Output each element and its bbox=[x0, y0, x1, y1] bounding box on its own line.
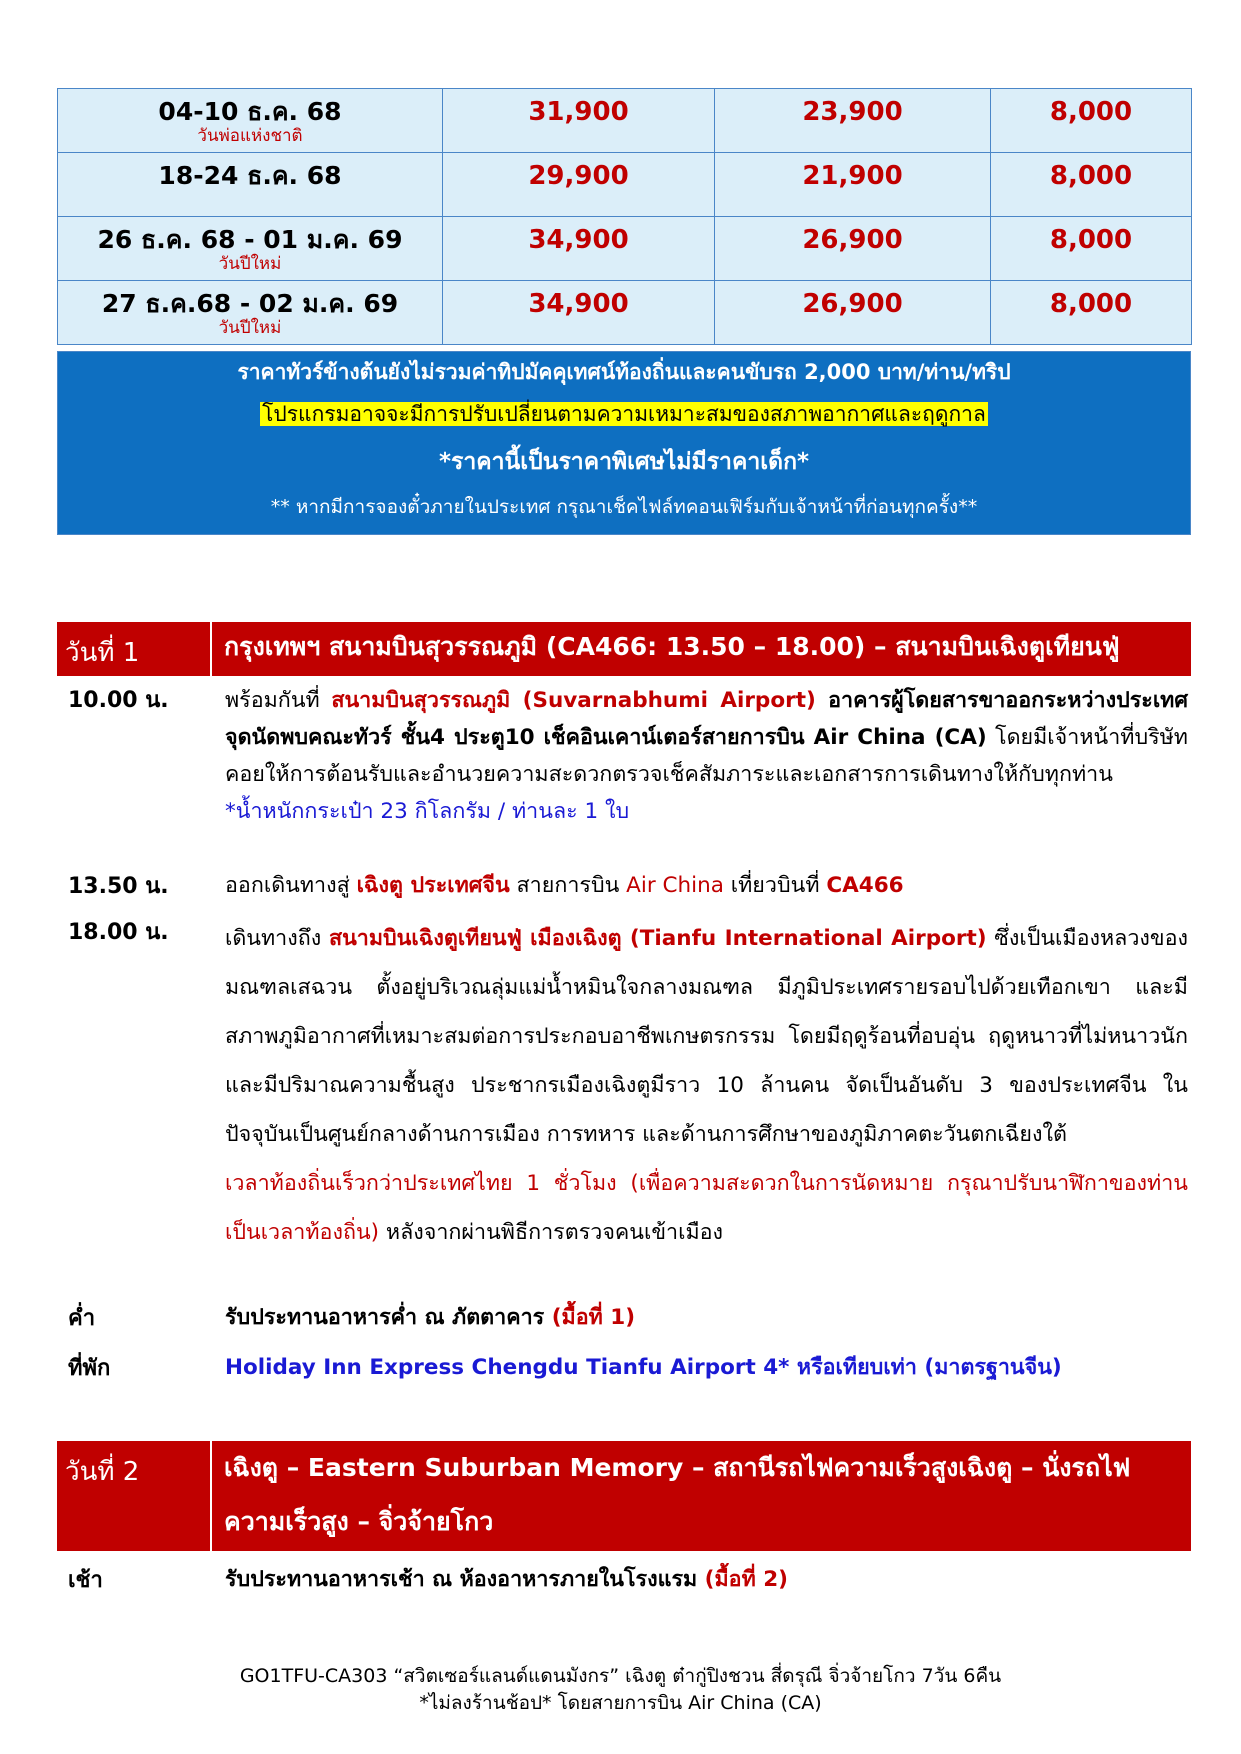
single-supplement-cell bbox=[991, 217, 1192, 281]
itinerary-row bbox=[68, 682, 1188, 830]
time-label: ค่ำ bbox=[68, 1306, 96, 1331]
activity-text: สายการบิน bbox=[509, 873, 627, 898]
adult-price-cell bbox=[443, 153, 715, 217]
time-label: 18.00 น. bbox=[68, 920, 169, 945]
price-table bbox=[57, 88, 1192, 345]
time-label: ที่พัก bbox=[68, 1356, 111, 1381]
itinerary-row bbox=[68, 1300, 1188, 1335]
page-footer bbox=[0, 1663, 1241, 1717]
activity-description bbox=[225, 682, 1188, 830]
hotel-note: หรือเทียบเท่า (มาตรฐานจีน) bbox=[789, 1355, 1062, 1380]
program-change-note bbox=[58, 398, 1190, 431]
flight-number: CA466 bbox=[826, 873, 904, 898]
destination: เฉิงตู ประเทศจีน bbox=[356, 873, 510, 898]
single-supplement: 8,000 bbox=[1049, 289, 1133, 319]
child-price: 26,900 bbox=[802, 225, 903, 255]
activity-text: เที่ยวบินที่ bbox=[723, 873, 827, 898]
child-price-cell bbox=[715, 89, 991, 153]
day1-header bbox=[57, 622, 1191, 676]
meal-number: (มื้อที่ 1) bbox=[551, 1305, 636, 1330]
single-supplement-cell bbox=[991, 281, 1192, 345]
adult-price: 29,900 bbox=[528, 161, 629, 191]
day2-title: เฉิงตู – Eastern Suburban Memory – สถานีรถไฟความเร็วสูงเฉิงตู – นั่งรถไฟความเร็วสูง – จิ่วจ้ายโกว bbox=[224, 1453, 1131, 1536]
single-supplement-cell bbox=[991, 153, 1192, 217]
adult-price: 31,900 bbox=[528, 97, 629, 127]
single-supplement: 8,000 bbox=[1049, 97, 1133, 127]
airport-name: สนามบินสุวรรณภูมิ (Suvarnabhumi Airport) bbox=[331, 688, 816, 713]
activity-text: พร้อมกันที่ bbox=[225, 688, 332, 713]
adult-price: 34,900 bbox=[528, 289, 629, 319]
airline-note: *ไม่ลงร้านช้อป* โดยสายการบิน Air China (CA) bbox=[419, 1692, 822, 1714]
day1-title: กรุงเทพฯ สนามบินสุวรรณภูมิ (CA466: 13.50 – 18.00) – สนามบินเฉิงตูเทียนฟู่ bbox=[224, 632, 1120, 661]
activity-text: เดินทางถึง bbox=[225, 926, 329, 951]
airline-name: Air China bbox=[626, 873, 724, 898]
tip-note: ราคาทัวร์ข้างต้นยังไม่รวมค่าทิปมัคคุเทศน์ท้องถิ่นและคนขับรถ 2,000 บาท/ท่าน/ทริป bbox=[237, 360, 1011, 384]
activity-text: ซึ่งเป็นเมืองหลวงของมณฑลเสฉวน ตั้งอยู่บริเวณลุ่มแม่น้ำหมินใจกลางมณฑล มีภูมิประเทศรายรอบไปด้วยเทือกเขา และมีสภาพภูมิอากาศที่เหมาะสมต่อการประกอบอาชีพเกษตรกรรม โดยมีฤดูร้อนที่อบอุ่น ฤดูหนาวที่ไม่หนาวนัก และมีปริมาณความชื้นสูง ประชากรเมืองเฉิงตูมีราว 10 ล้านคน จัดเป็นอันดับ 3 ของประเทศจีน ในปัจจุบันเป็นศูนย์กลางด้านการเมือง การทหาร และด้านการศึกษาของภูมิภาคตะวันตกเฉียงใต้ bbox=[225, 926, 1189, 1147]
table-row bbox=[58, 217, 1192, 281]
single-supplement: 8,000 bbox=[1049, 225, 1133, 255]
itinerary-row bbox=[68, 1350, 1188, 1385]
meal-text: รับประทานอาหารเช้า ณ ห้องอาหารภายในโรงแรม bbox=[225, 1567, 705, 1592]
day1-label: วันที่ 1 bbox=[57, 622, 212, 676]
time-label: 13.50 น. bbox=[68, 874, 169, 899]
itinerary-row bbox=[68, 914, 1188, 1257]
day2-label: วันที่ 2 bbox=[57, 1441, 212, 1551]
date-text: 04-10 ธ.ค. 68 bbox=[158, 97, 342, 126]
itinerary-row bbox=[68, 1562, 1188, 1597]
date-cell bbox=[58, 217, 443, 281]
highlighted-note: โปรแกรมอาจจะมีการปรับเปลี่ยนตามความเหมาะสมของสภาพอากาศและฤดูกาล bbox=[262, 402, 986, 426]
adult-price-cell bbox=[443, 217, 715, 281]
activity-text: โดยมีเจ้าหน้าที่บริษัทคอยให้การต้อนรับและอำนวยความสะดวกตรวจเช็คสัมภาระและเอกสารการเดินทางให้กับทุกท่าน bbox=[225, 725, 1188, 787]
holiday-note: วันพ่อแห่งชาติ bbox=[197, 126, 303, 146]
single-supplement-cell bbox=[991, 89, 1192, 153]
time-label: 10.00 น. bbox=[68, 688, 169, 713]
activity-description bbox=[225, 1562, 1188, 1597]
single-supplement: 8,000 bbox=[1049, 161, 1133, 191]
price-notes-box bbox=[57, 351, 1191, 535]
local-time-note: เวลาท้องถิ่นเร็วกว่าประเทศไทย 1 ชั่วโมง (เพื่อความสะดวกในการนัดหมาย กรุณาปรับนาฬิกาของท่านเป็นเวลาท้องถิ่น) bbox=[225, 1171, 1188, 1245]
time-label: เช้า bbox=[68, 1568, 103, 1593]
child-price: 26,900 bbox=[802, 289, 903, 319]
date-text: 26 ธ.ค. 68 - 01 ม.ค. 69 bbox=[97, 225, 403, 254]
activity-description bbox=[225, 1300, 1188, 1335]
airport-name: สนามบินเฉิงตูเทียนฟู่ เมืองเฉิงตู (Tianfu International Airport) bbox=[328, 926, 987, 951]
special-price-note: *ราคานี้เป็นราคาพิเศษไม่มีราคาเด็ก* bbox=[438, 449, 810, 475]
child-price: 21,900 bbox=[802, 161, 903, 191]
activity-text: ออกเดินทางสู่ bbox=[225, 873, 357, 898]
domestic-ticket-note: ** หากมีการจองตั๋วภายในประเทศ กรุณาเช็คไฟล์ทคอนเฟิร์มกับเจ้าหน้าที่ก่อนทุกครั้ง** bbox=[270, 496, 978, 518]
baggage-note: *น้ำหนักกระเป๋า 23 กิโลกรัม / ท่านละ 1 ใบ bbox=[225, 799, 630, 824]
day2-header bbox=[57, 1441, 1191, 1551]
activity-description bbox=[225, 868, 1188, 903]
adult-price-cell bbox=[443, 89, 715, 153]
meal-number: (มื้อที่ 2) bbox=[704, 1567, 789, 1592]
table-row bbox=[58, 153, 1192, 217]
child-price-cell bbox=[715, 217, 991, 281]
adult-price-cell bbox=[443, 281, 715, 345]
table-row bbox=[58, 89, 1192, 153]
child-price-cell bbox=[715, 153, 991, 217]
date-cell bbox=[58, 153, 443, 217]
table-row bbox=[58, 281, 1192, 345]
itinerary-row bbox=[68, 868, 1188, 903]
date-cell bbox=[58, 281, 443, 345]
adult-price: 34,900 bbox=[528, 225, 629, 255]
date-text: 18-24 ธ.ค. 68 bbox=[158, 161, 342, 190]
activity-description bbox=[225, 1350, 1188, 1385]
meeting-point: อาคารผู้โดยสารขาออกระหว่างประเทศ จุดนัดพบคณะทัวร์ ชั้น4 ประตู10 เช็คอินเคาน์เตอร์สายการบิน Air China (CA) bbox=[225, 688, 1189, 750]
date-cell bbox=[58, 89, 443, 153]
holiday-note: วันปีใหม่ bbox=[218, 254, 282, 274]
date-text: 27 ธ.ค.68 - 02 ม.ค. 69 bbox=[101, 289, 399, 318]
holiday-note: วันปีใหม่ bbox=[218, 318, 282, 338]
meal-text: รับประทานอาหารค่ำ ณ ภัตตาคาร bbox=[225, 1305, 552, 1330]
child-price: 23,900 bbox=[802, 97, 903, 127]
activity-text: หลังจากผ่านพิธีการตรวจคนเข้าเมือง bbox=[379, 1220, 724, 1245]
time-difference-note bbox=[225, 1159, 1188, 1257]
activity-description bbox=[225, 914, 1188, 1257]
hotel-name: Holiday Inn Express Chengdu Tianfu Airport 4* bbox=[225, 1355, 790, 1380]
program-code: GO1TFU-CA303 “สวิตเซอร์แลนด์แดนมังกร” เฉิงตู ต๋ากู่ปิงชวน สี่ดรุณี จิ่วจ้ายโกว 7วัน 6คืน bbox=[239, 1665, 1002, 1687]
child-price-cell bbox=[715, 281, 991, 345]
